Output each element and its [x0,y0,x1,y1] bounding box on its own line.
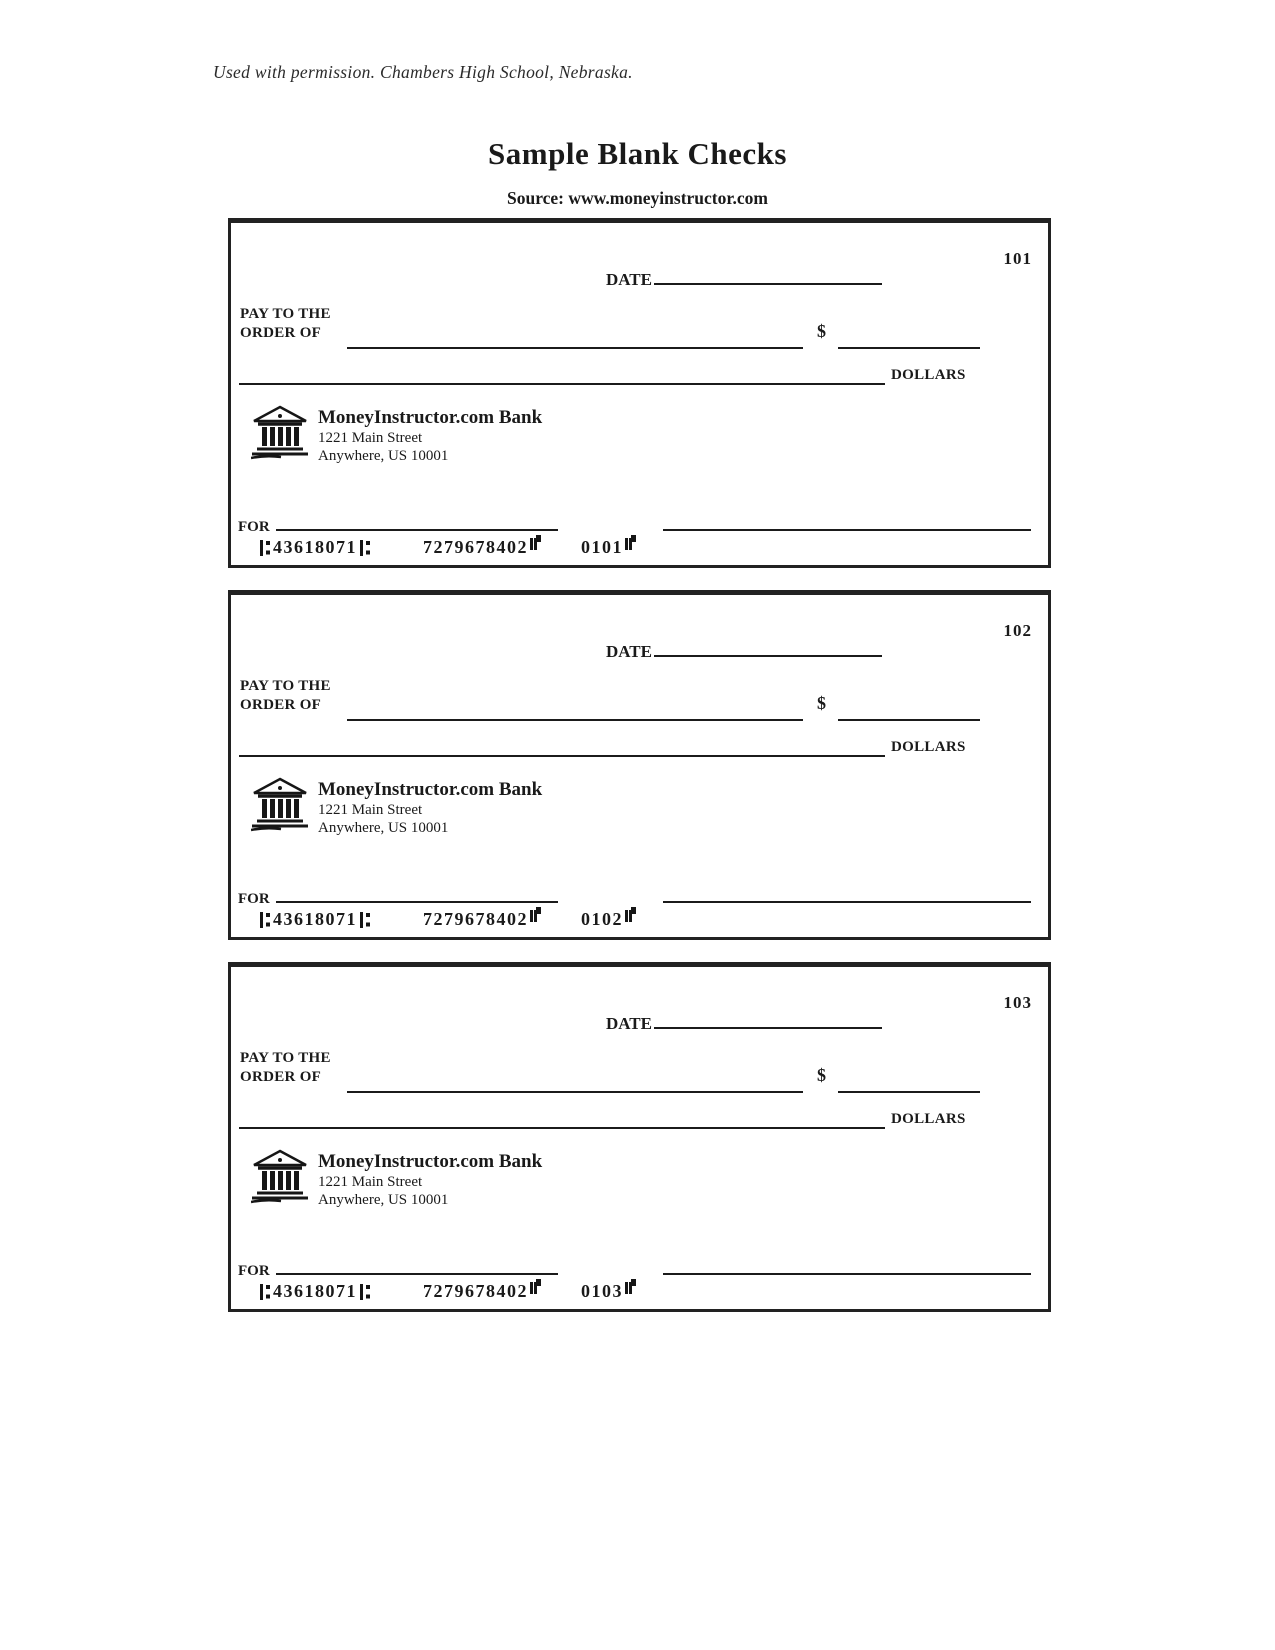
memo-blank-line [276,514,558,531]
micr-check-number: 0102 [581,909,623,929]
bank-info [318,778,542,837]
source-text: Source: www.moneyinstructor.com [506,188,768,208]
check-101 [228,218,1051,568]
bank-building-icon [251,777,309,833]
amount-blank-line [838,329,980,349]
micr-onus-icon [625,907,636,922]
order-of-label: ORDER OF [240,697,322,713]
bank-address-city: Anywhere, US 10001 [318,820,449,836]
amount-blank-line [838,701,980,721]
micr-onus-icon [530,535,541,550]
micr-transit-icon [360,540,370,556]
pay-to-the-label: PAY TO THE [240,1050,331,1066]
bank-name: MoneyInstructor.com Bank [318,1151,543,1172]
micr-transit-icon [360,1284,370,1300]
signature-blank-line [663,513,1031,531]
date-label: DATE [606,1014,652,1033]
micr-routing-group [257,909,373,930]
micr-transit-icon [260,1284,270,1300]
check-103 [228,962,1051,1312]
micr-account-group [423,909,541,930]
bank-building-icon [251,1149,309,1205]
check-number: 101 [1003,249,1032,268]
date-row [606,639,882,662]
bank-block [251,777,542,837]
date-blank-line [654,639,882,657]
date-label: DATE [606,642,652,661]
bank-address-street: 1221 Main Street [318,430,423,446]
micr-check-group [581,537,636,558]
micr-check-group [581,1281,636,1302]
micr-transit-icon [360,912,370,928]
memo-row [238,1258,558,1280]
micr-onus-icon [530,1279,541,1294]
payee-blank-line [347,701,803,721]
amount-words-blank-line [239,365,885,385]
bank-building-icon [251,405,309,461]
order-of-label: ORDER OF [240,325,322,341]
bank-address-city: Anywhere, US 10001 [318,1192,449,1208]
pay-to-the-order-of-label [240,1049,331,1087]
micr-account-group [423,1281,541,1302]
pay-to-the-order-of-label [240,677,331,715]
bank-address-street: 1221 Main Street [318,1174,423,1190]
memo-row [238,514,558,536]
check-number: 102 [1003,621,1032,640]
micr-transit-icon [260,912,270,928]
micr-onus-icon [625,1279,636,1294]
pay-to-the-label: PAY TO THE [240,306,331,322]
bank-address-city: Anywhere, US 10001 [318,448,449,464]
bank-block [251,1149,542,1209]
micr-account-number: 7279678402 [423,909,528,929]
micr-routing-group [257,1281,373,1302]
micr-onus-icon [625,535,636,550]
micr-account-group [423,537,541,558]
check-102 [228,590,1051,940]
date-row [606,1011,882,1034]
micr-routing-number: 43618071 [273,537,357,557]
date-row [606,267,882,290]
memo-blank-line [276,886,558,903]
dollar-sign-label: $ [817,321,826,341]
micr-check-number: 0103 [581,1281,623,1301]
for-label: FOR [238,891,270,907]
check-number: 103 [1003,993,1032,1012]
micr-onus-icon [530,907,541,922]
pay-to-the-order-of-label [240,305,331,343]
bank-block [251,405,542,465]
bank-info [318,406,542,465]
dollar-sign-label: $ [817,1065,826,1085]
micr-account-number: 7279678402 [423,1281,528,1301]
signature-blank-line [663,1257,1031,1275]
dollar-sign-label: $ [817,693,826,713]
attribution-text: Used with permission. Chambers High School, Nebraska. [213,62,633,82]
for-label: FOR [238,1263,270,1279]
bank-name: MoneyInstructor.com Bank [318,407,543,428]
dollars-label: DOLLARS [891,367,966,383]
micr-account-number: 7279678402 [423,537,528,557]
date-blank-line [654,267,882,285]
micr-routing-number: 43618071 [273,909,357,929]
bank-info [318,1150,542,1209]
memo-row [238,886,558,908]
micr-check-group [581,909,636,930]
memo-blank-line [276,1258,558,1275]
micr-check-number: 0101 [581,537,623,557]
page-title: Sample Blank Checks [488,136,787,171]
dollars-label: DOLLARS [891,1111,966,1127]
micr-line [257,537,636,558]
amount-words-blank-line [239,737,885,757]
pay-to-the-label: PAY TO THE [240,678,331,694]
micr-routing-group [257,537,373,558]
for-label: FOR [238,519,270,535]
micr-transit-icon [260,540,270,556]
micr-routing-number: 43618071 [273,1281,357,1301]
micr-line [257,909,636,930]
micr-line [257,1281,636,1302]
date-blank-line [654,1011,882,1029]
bank-address-street: 1221 Main Street [318,802,423,818]
dollars-label: DOLLARS [891,739,966,755]
payee-blank-line [347,329,803,349]
amount-words-blank-line [239,1109,885,1129]
signature-blank-line [663,885,1031,903]
order-of-label: ORDER OF [240,1069,322,1085]
payee-blank-line [347,1073,803,1093]
amount-blank-line [838,1073,980,1093]
bank-name: MoneyInstructor.com Bank [318,779,543,800]
date-label: DATE [606,270,652,289]
